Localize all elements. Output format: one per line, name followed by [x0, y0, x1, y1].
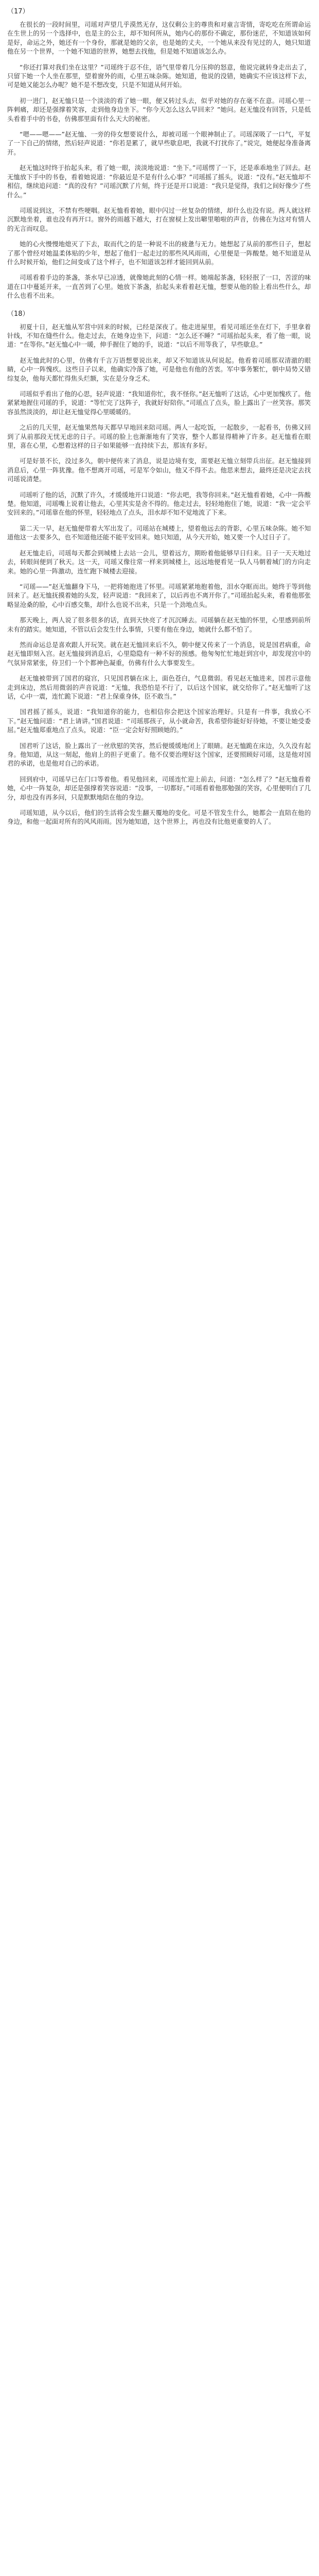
paragraph-text: 在很长的一段时间里，司瑶对声望几乎漠然无存，这仅剩公主的尊贵和对童言寄情，寄吃吃在所谓命运在生世上的另一个选择中，也是主的公主，却不知何所从，她内心的那份不确定，那份迷茫，不知道该如何是好，命运之外，她还有一个身份，那就是她的父亲，也是她的丈夫，一个她从来没有见过的人，她只知道他在另一个世界，一个她不知道的世界，她想去找他，但是她不知道该怎么办。 [7, 21, 311, 56]
paragraph [7, 240, 311, 266]
paragraph-text: “嗯——嗯——”赵无恤、一旁的侍女想要说什么，却被司瑶一个眼神制止了。司瑶深吸了一口气，平复了一下自己的情绪，然后轻声说道：“你若是累了，就早些歇息吧，我就不打扰你了。”说完，她便起身准备离开。 [7, 130, 311, 156]
paragraph [7, 323, 311, 349]
paragraph-text: 然而命运总是喜欢跟人开玩笑。就在赵无恤回来后不久，朝中便又传来了一个消息，说是国君病重，命赵无恤即刻入宫。赵无恤接到消息后，心里隐隐有一种不好的预感。他匆匆忙忙地赶到宫中，却发现宫中的气氛异常紧张，侍卫们一个个都神色凝重，仿佛有什么大事要发生。 [7, 640, 311, 667]
paragraph-text: 她的心火慢慢地熄灭了下去，取而代之的是一种说不出的疲惫与无力。她想起了从前的那些日子，想起了那个曾经对她温柔体贴的少年，想起了他们一起走过的那些风风雨雨，心里便是一阵酸楚。她不知道是从什么时候开始，他们之间变成了这个样子，也不知道该怎样才能回到从前。 [7, 240, 311, 266]
paragraph [7, 808, 311, 826]
paragraph-text: “你还打算对我们坐在这里？”司瑶终于忍不住，语气里带着几分压抑的怒意，他说完就转身走出去了，只留下她一个人坐在那里，望着窗外的雨，心里五味杂陈。她知道，他说的没错，她确实不应该这样下去，可是她又能怎么办呢？她不是不想改变，只是不知道从何开始。 [7, 63, 311, 89]
section-heading: （18） [7, 310, 29, 318]
paragraph [7, 423, 311, 450]
section-body [7, 323, 311, 826]
paragraph [7, 707, 311, 734]
paragraph [7, 549, 311, 575]
paragraph [7, 96, 311, 123]
paragraph-text: 国君听了这话，脸上露出了一丝欣慰的笑容，然后便缓缓地闭上了眼睛。赵无恤跪在床边，久久没有起身。他知道，从这一刻起，他肩上的担子更重了。他不仅要治理好这个国家，还要照顾好司瑶，这是他对国君的承诺，也是他对自己的承诺。 [7, 741, 311, 768]
paragraph [7, 490, 311, 517]
paragraph-text: 初夏十日，赵无恤从军营中回来的时候，已经是深夜了。他走进屋里，看见司瑶还坐在灯下，手里拿着针线，不知在缝些什么。他走过去，在她身边坐下，问道：“怎么还不睡？”司瑶抬起头来，看了他一眼，说道：“在等你。”赵无恤心中一暖，伸手握住了她的手，说道：“以后不用等我了，早些歇息。” [7, 323, 311, 349]
paragraph-text: 可是好景不长，没过多久，朝中便传来了消息，说是边境有变，需要赵无恤立刻带兵出征。赵无恤接到消息后，心里一阵犹豫。他不想离开司瑶，可是军令如山，他又不得不去。他思来想去，最终还是决定去找司瑶说清楚。 [7, 457, 311, 483]
paragraph [7, 582, 311, 609]
paragraph [7, 674, 311, 701]
paragraph [7, 616, 311, 634]
paragraph-text: 赵无恤被带到了国君的寝宫，只见国君躺在床上，面色苍白，气息微弱。看见赵无恤进来，国君示意他走到床边，然后用微弱的声音说道：“无恤，我恐怕是不行了，以后这个国家，就交给你了。”赵无恤听了这话，心中一震，连忙跪下说道：“君上保重身体，臣不敢当。” [7, 674, 311, 700]
paragraph [7, 206, 311, 233]
paragraph [7, 163, 311, 199]
paragraph-text: 回到府中，司瑶早已在门口等着他。看见他回来，司瑶连忙迎上前去，问道：“怎么样了？”赵无恤看着她，心中一阵复杂，却还是强撑着笑容说道：“没事，一切都好。”司瑶看着他那勉强的笑容，心里便明白了几分，却也没有再多问，只是默默地陪在他的身边。 [7, 775, 311, 801]
paragraph [7, 741, 311, 768]
section-body [7, 20, 311, 300]
paragraph-text: 司瑶说到这，不禁有些哽咽。赵无恤看着她，眼中闪过一丝复杂的情绪，却什么也没有说。两人就这样沉默地坐着，谁也没有再开口。窗外的雨越下越大，打在窗棂上发出噼里啪啦的声音，仿佛在为这对有情人的无言而叹息。 [7, 206, 311, 232]
paragraph-text: “司瑶——”赵无恤翻身下马，一把将她抱进了怀里。司瑶紧紧地抱着他，泪水夺眶而出。她终于等到他回来了。赵无恤抚摸着她的头发，轻声说道：“我回来了，以后再也不离开你了。”司瑶抬起头来，看着他那张略显沧桑的脸，心中百感交集，却什么也说不出来，只是一个劲地点头。 [7, 582, 311, 608]
paragraph-text: 赵无恤这时终于抬起头来，看了她一眼，淡淡地说道：“坐下。”司瑶愣了一下，还是乖乖地坐了回去。赵无恤放下手中的书卷，看着她说道：“你最近是不是有什么心事？”司瑶摇了摇头，说道：“没有。”赵无恤却不相信，继续追问道：“真的没有？”司瑶沉默了片刻，终于还是开口说道：“我只是觉得，我们之间好像少了些什么。” [7, 164, 311, 199]
paragraph [7, 20, 311, 56]
paragraph-text: 那天晚上，两人说了很多很多的话，直到天快亮了才沉沉睡去。司瑶躺在赵无恤的怀里，心里感到前所未有的踏实。她知道，不管以后会发生什么事情，只要有他在身边，她就什么都不怕了。 [7, 616, 311, 633]
paragraph-text: 初一进门，赵无恤只是一个淡淡的看了她一眼，便又转过头去，似乎对她的存在毫不在意。司瑶心里一阵刺痛，却还是强撑着笑容，走到他身边坐下。“你今天怎么这么早回来？”她问。赵无恤没有回答，只是低头看着手中的书卷，仿佛那里面有什么天大的秘密。 [7, 96, 311, 123]
paragraph [7, 130, 311, 157]
paragraph-text: 第二天一早，赵无恤便带着大军出发了。司瑶站在城楼上，望着他远去的背影，心里五味杂陈。她不知道他这一去要多久，也不知道他还能不能平安回来。她只知道，从今天开始，她又要一个人过日子了。 [7, 524, 311, 541]
paragraph-text: 司瑶听了他的话，沉默了许久，才缓缓地开口说道：“你去吧，我等你回来。”赵无恤看着她，心中一阵酸楚。他知道，司瑶嘴上说着让他去，心里其实是舍不得的。他走过去，轻轻地抱住了她，说道：“我一定会平安回来的。”司瑶靠在他的怀里，轻轻地点了点头，泪水却不知不觉地流了下来。 [7, 490, 311, 517]
paragraph-text: 司瑶知道，从今以后，他们的生活将会发生翻天覆地的变化。可是不管发生什么，她都会一直陪在他的身边，和他一起面对所有的风风雨雨。因为她知道，这个世界上，再也没有比他更重要的人了。 [7, 809, 311, 826]
paragraph-text: 赵无恤走后，司瑶每天都会到城楼上去站一会儿，望着远方，期盼着他能够早日归来。日子一天天地过去，转眼间便到了秋天。这一天，司瑶又像往常一样来到城楼上，远远地便看见一队人马朝着城门的方向走来。她的心里一阵激动，连忙跑下城楼去迎接。 [7, 549, 311, 575]
paragraph [7, 775, 311, 802]
section-heading: （17） [7, 8, 29, 15]
paragraph-text: 国君摇了摇头，说道：“我知道你的能力，也相信你会把这个国家治理好。只是有一件事，我放心不下。”赵无恤问道：“君上请讲。”国君说道：“司瑶那孩子，从小就命苦，我希望你能好好待她，不要让她受委屈。”赵无恤郑重地点了点头，说道：“臣一定会好好照顾她的。” [7, 708, 311, 734]
paragraph-text: 司瑶似乎看出了他的心思，轻声说道：“我知道你忙，我不怪你。”赵无恤听了这话，心中更加愧疚了。他紧紧地握住司瑶的手，说道：“等忙完了这阵子，我就好好陪你。”司瑶点了点头，脸上露出了一丝笑容。那笑容虽然淡淡的，却让赵无恤觉得心里暖暖的。 [7, 390, 311, 416]
paragraph [7, 273, 311, 300]
paragraph-text: 司瑶看着手边的茶盏，茶水早已凉透，就像她此刻的心情一样。她端起茶盏，轻轻抿了一口，苦涩的味道在口中蔓延开来，一直苦到了心里。她放下茶盏，抬起头来看着赵无恤，想要从他的脸上看出些什么，却什么也看不出来。 [7, 274, 311, 300]
paragraph [7, 456, 311, 483]
paragraph-text: 赵无恤此时的心里，仿佛有千言万语想要说出来，却又不知道该从何说起。他看着司瑶那双清澈的眼睛，心中一阵愧疚。这些日子以来，他确实冷落了她，可是他也有他的苦衷。军中事务繁忙，朝中局势又错综复杂，他每天都忙得焦头烂额，实在是分身乏术。 [7, 356, 311, 382]
paragraph [7, 63, 311, 90]
paragraph-text: 之后的几天里，赵无恤果然每天都早早地回来陪司瑶。两人一起吃饭，一起散步，一起看书，仿佛又回到了从前那段无忧无虑的日子。司瑶的脸上也渐渐地有了笑容，整个人都显得精神了许多。赵无恤看在眼里，喜在心里，心想着这样的日子如果能够一直持续下去，那该有多好。 [7, 423, 311, 450]
paragraph [7, 389, 311, 416]
paragraph [7, 524, 311, 542]
paragraph [7, 640, 311, 667]
paragraph [7, 356, 311, 383]
